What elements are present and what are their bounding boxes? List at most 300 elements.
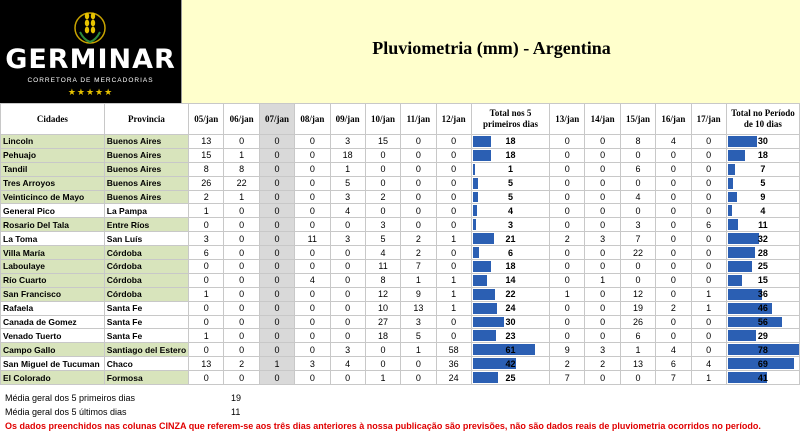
total-5-cell — [471, 135, 549, 149]
rain-cell: 0 — [224, 135, 259, 149]
rain-cell: 0 — [585, 315, 620, 329]
total-value: 42 — [505, 358, 516, 369]
city-cell: Pehuajo — [1, 148, 105, 162]
rain-cell: 1 — [189, 204, 224, 218]
rainfall-table — [0, 103, 800, 385]
rain-cell: 4 — [295, 273, 330, 287]
rain-cell: 0 — [585, 246, 620, 260]
total-value: 18 — [505, 261, 516, 272]
total-5-cell — [471, 287, 549, 301]
wheat-logo-icon — [70, 6, 110, 46]
rain-cell: 18 — [365, 329, 400, 343]
rain-cell: 0 — [259, 301, 294, 315]
rain-cell: 0 — [550, 273, 585, 287]
rain-cell: 5 — [401, 329, 436, 343]
rain-cell: 0 — [436, 260, 471, 274]
total-value: 18 — [757, 150, 768, 161]
rain-cell: 0 — [295, 343, 330, 357]
rain-cell: 1 — [224, 190, 259, 204]
rain-cell: 4 — [656, 343, 691, 357]
rain-cell: 3 — [401, 315, 436, 329]
rain-cell: 0 — [656, 273, 691, 287]
rain-cell: 0 — [550, 260, 585, 274]
rain-cell: 13 — [620, 357, 655, 371]
total-10-cell — [726, 329, 799, 343]
rain-cell: 0 — [550, 246, 585, 260]
rain-cell: 0 — [259, 218, 294, 232]
rain-cell: 0 — [330, 273, 365, 287]
rain-cell: 7 — [656, 371, 691, 385]
rain-cell: 0 — [436, 148, 471, 162]
rain-cell: 0 — [224, 260, 259, 274]
rain-cell: 0 — [401, 218, 436, 232]
rain-cell: 0 — [401, 204, 436, 218]
rain-cell: 0 — [295, 135, 330, 149]
rain-cell: 2 — [401, 232, 436, 246]
rain-cell: 0 — [436, 315, 471, 329]
total-5-cell — [471, 176, 549, 190]
rain-cell: 6 — [620, 162, 655, 176]
rain-cell: 8 — [365, 273, 400, 287]
rain-cell: 0 — [550, 218, 585, 232]
rain-cell: 0 — [691, 232, 726, 246]
total-value: 30 — [505, 317, 516, 328]
table-row — [1, 371, 800, 385]
city-cell: Canada de Gomez — [1, 315, 105, 329]
rain-cell: 0 — [620, 273, 655, 287]
avg-first-label: Média geral dos 5 primeiros dias — [5, 393, 136, 403]
total-10-cell — [726, 190, 799, 204]
total-value: 9 — [760, 192, 766, 202]
total-10-cell — [726, 260, 799, 274]
total-10-cell — [726, 246, 799, 260]
total-value: 5 — [760, 178, 766, 189]
rain-cell: 7 — [550, 371, 585, 385]
rain-cell: 0 — [550, 204, 585, 218]
province-cell: San Luís — [104, 232, 188, 246]
brand-logo — [0, 0, 181, 103]
rain-cell: 0 — [620, 148, 655, 162]
city-cell: Campo Gallo — [1, 343, 105, 357]
avg-last-label: Média geral dos 5 últimos dias — [5, 407, 127, 417]
rain-cell: 0 — [656, 176, 691, 190]
total-10-cell — [726, 204, 799, 218]
table-row — [1, 246, 800, 260]
rain-cell: 1 — [436, 301, 471, 315]
rain-cell: 0 — [295, 329, 330, 343]
total-10-cell — [726, 301, 799, 315]
total-5-cell — [471, 218, 549, 232]
total-value: 32 — [757, 233, 768, 244]
rain-cell: 0 — [330, 218, 365, 232]
rain-cell: 26 — [189, 176, 224, 190]
rain-cell: 1 — [189, 329, 224, 343]
rain-cell: 3 — [365, 218, 400, 232]
rain-cell: 0 — [189, 218, 224, 232]
total-5-cell — [471, 273, 549, 287]
rain-cell: 0 — [620, 204, 655, 218]
total-10-cell — [726, 273, 799, 287]
header-day: 05/jan — [189, 104, 224, 135]
rain-cell: 0 — [224, 246, 259, 260]
rain-cell: 0 — [259, 232, 294, 246]
total-value: 36 — [757, 289, 768, 300]
total-5-cell — [471, 232, 549, 246]
rain-cell: 1 — [550, 287, 585, 301]
rain-cell: 0 — [585, 148, 620, 162]
rain-cell: 0 — [585, 176, 620, 190]
rain-cell: 0 — [656, 190, 691, 204]
city-cell: El Colorado — [1, 371, 105, 385]
rain-cell: 0 — [691, 204, 726, 218]
rain-cell: 0 — [224, 301, 259, 315]
table-row — [1, 176, 800, 190]
rain-cell: 7 — [620, 232, 655, 246]
city-cell: San Miguel de Tucuman — [1, 357, 105, 371]
total-value: 21 — [505, 233, 516, 244]
rain-cell: 0 — [224, 287, 259, 301]
rain-cell: 1 — [401, 273, 436, 287]
rain-cell: 0 — [691, 329, 726, 343]
province-cell: Córdoba — [104, 273, 188, 287]
rain-cell: 0 — [691, 343, 726, 357]
rain-cell: 0 — [656, 329, 691, 343]
rain-cell: 0 — [259, 162, 294, 176]
total-value: 15 — [757, 275, 768, 286]
rain-cell: 0 — [550, 162, 585, 176]
rain-cell: 2 — [656, 301, 691, 315]
header-city: Cidades — [1, 104, 105, 135]
rain-cell: 4 — [620, 190, 655, 204]
rain-cell: 3 — [585, 343, 620, 357]
total-value: 25 — [757, 261, 768, 272]
rain-cell: 0 — [436, 329, 471, 343]
rain-cell: 1 — [259, 357, 294, 371]
total-10-cell — [726, 287, 799, 301]
city-cell: Rafaela — [1, 301, 105, 315]
rain-cell: 0 — [295, 287, 330, 301]
total-5-cell — [471, 204, 549, 218]
rain-cell: 0 — [189, 273, 224, 287]
total-value: 30 — [757, 136, 768, 147]
rain-cell: 36 — [436, 357, 471, 371]
rain-cell: 13 — [189, 135, 224, 149]
rain-cell: 4 — [691, 357, 726, 371]
rain-cell: 3 — [330, 135, 365, 149]
rain-cell: 0 — [189, 260, 224, 274]
total-10-cell — [726, 232, 799, 246]
rain-cell: 0 — [259, 329, 294, 343]
total-value: 61 — [505, 344, 516, 355]
total-value: 46 — [757, 303, 768, 314]
province-cell: Buenos Aires — [104, 176, 188, 190]
rain-cell: 58 — [436, 343, 471, 357]
rain-cell: 0 — [224, 371, 259, 385]
rain-cell: 5 — [365, 232, 400, 246]
total-value: 18 — [505, 150, 516, 161]
avg-last-value: 11 — [231, 407, 241, 417]
total-10-cell — [726, 218, 799, 232]
total-5-cell — [471, 246, 549, 260]
total-value: 56 — [757, 317, 768, 328]
table-row — [1, 218, 800, 232]
rain-cell: 1 — [365, 371, 400, 385]
rain-cell: 0 — [365, 357, 400, 371]
rain-cell: 0 — [224, 218, 259, 232]
total-10-cell — [726, 162, 799, 176]
rain-cell: 0 — [224, 329, 259, 343]
total-value: 18 — [505, 136, 516, 147]
rain-cell: 15 — [189, 148, 224, 162]
city-cell: Villa María — [1, 246, 105, 260]
page-title: Pluviometria (mm) - Argentina — [372, 38, 611, 58]
rain-cell: 0 — [691, 315, 726, 329]
rain-cell: 0 — [224, 343, 259, 357]
rain-cell: 24 — [436, 371, 471, 385]
total-5-cell — [471, 148, 549, 162]
rain-cell: 1 — [691, 287, 726, 301]
total-5-cell — [471, 357, 549, 371]
rain-cell: 2 — [550, 357, 585, 371]
rain-cell: 0 — [656, 246, 691, 260]
province-cell: Santa Fe — [104, 329, 188, 343]
rain-cell: 3 — [330, 190, 365, 204]
province-cell: Santa Fe — [104, 315, 188, 329]
title-banner — [181, 0, 800, 103]
header-total-5: Total nos 5 primeiros dias — [471, 104, 549, 135]
rain-cell: 9 — [401, 287, 436, 301]
rain-cell: 3 — [620, 218, 655, 232]
rain-cell: 5 — [330, 176, 365, 190]
rain-cell: 0 — [656, 287, 691, 301]
rain-cell: 0 — [585, 301, 620, 315]
province-cell: Buenos Aires — [104, 148, 188, 162]
rain-cell: 0 — [656, 162, 691, 176]
total-value: 23 — [505, 330, 516, 341]
rain-cell: 8 — [224, 162, 259, 176]
city-cell: La Toma — [1, 232, 105, 246]
rain-cell: 0 — [330, 260, 365, 274]
rain-cell: 10 — [365, 301, 400, 315]
rain-cell: 0 — [224, 232, 259, 246]
total-5-cell — [471, 301, 549, 315]
rain-cell: 0 — [436, 190, 471, 204]
province-cell: Santa Fe — [104, 301, 188, 315]
total-value: 24 — [505, 303, 516, 314]
total-value: 4 — [760, 205, 766, 216]
table-row — [1, 329, 800, 343]
forecast-note: Os dados preenchidos nas colunas CINZA que referem-se aos três dias anteriores à nossa publicação são previsões, não são dados reais de pluviometria ocorridos no período. — [5, 421, 761, 431]
rain-cell: 27 — [365, 315, 400, 329]
rain-cell: 3 — [585, 232, 620, 246]
rain-cell: 1 — [330, 162, 365, 176]
rain-cell: 22 — [620, 246, 655, 260]
header-day: 17/jan — [691, 104, 726, 135]
total-5-cell — [471, 315, 549, 329]
header-day: 13/jan — [550, 104, 585, 135]
city-cell: Venado Tuerto — [1, 329, 105, 343]
total-value: 3 — [507, 219, 513, 230]
rain-cell: 4 — [330, 204, 365, 218]
rain-cell: 0 — [330, 287, 365, 301]
table-row — [1, 287, 800, 301]
rain-cell: 13 — [401, 301, 436, 315]
header-day: 11/jan — [401, 104, 436, 135]
rain-cell: 0 — [691, 246, 726, 260]
total-value: 28 — [757, 247, 768, 258]
rain-cell: 0 — [550, 148, 585, 162]
rain-cell: 1 — [189, 287, 224, 301]
rain-cell: 3 — [295, 357, 330, 371]
total-value: 22 — [505, 289, 516, 300]
rain-cell: 0 — [295, 371, 330, 385]
header-day: 16/jan — [656, 104, 691, 135]
rain-cell: 1 — [436, 273, 471, 287]
total-value: 14 — [505, 275, 516, 286]
header-day-forecast: 07/jan — [259, 104, 294, 135]
total-5-cell — [471, 190, 549, 204]
rain-cell: 0 — [295, 315, 330, 329]
province-cell: Córdoba — [104, 246, 188, 260]
rain-cell: 0 — [656, 232, 691, 246]
rain-cell: 22 — [224, 176, 259, 190]
header-day: 09/jan — [330, 104, 365, 135]
rain-cell: 0 — [259, 260, 294, 274]
total-10-cell — [726, 357, 799, 371]
rain-cell: 0 — [365, 162, 400, 176]
city-cell: Veinticinco de Mayo — [1, 190, 105, 204]
rain-cell: 1 — [401, 343, 436, 357]
total-value: 1 — [507, 164, 513, 175]
total-value: 78 — [757, 344, 768, 355]
rain-cell: 0 — [691, 273, 726, 287]
rain-cell: 0 — [259, 190, 294, 204]
rain-cell: 0 — [330, 371, 365, 385]
rain-cell: 0 — [550, 190, 585, 204]
rain-cell: 4 — [656, 135, 691, 149]
province-cell: Córdoba — [104, 287, 188, 301]
city-cell: Tres Arroyos — [1, 176, 105, 190]
rain-cell: 0 — [401, 357, 436, 371]
rain-cell: 0 — [224, 204, 259, 218]
rain-cell: 0 — [330, 301, 365, 315]
city-cell: Laboulaye — [1, 260, 105, 274]
rain-cell: 1 — [224, 148, 259, 162]
rain-cell: 0 — [224, 273, 259, 287]
table-row — [1, 260, 800, 274]
rain-cell: 0 — [365, 343, 400, 357]
rain-cell: 6 — [620, 329, 655, 343]
rain-cell: 0 — [436, 162, 471, 176]
total-10-cell — [726, 343, 799, 357]
rain-cell: 0 — [330, 329, 365, 343]
rain-cell: 0 — [656, 148, 691, 162]
rain-cell: 0 — [401, 176, 436, 190]
rain-cell: 2 — [365, 190, 400, 204]
rain-cell: 6 — [656, 357, 691, 371]
rain-cell: 0 — [330, 315, 365, 329]
rain-cell: 0 — [365, 148, 400, 162]
rain-cell: 0 — [436, 204, 471, 218]
rain-cell: 0 — [295, 204, 330, 218]
rain-cell: 1 — [691, 301, 726, 315]
rain-cell: 15 — [365, 135, 400, 149]
table-row — [1, 301, 800, 315]
header-total-10: Total no Período de 10 dias — [726, 104, 799, 135]
rain-cell: 0 — [330, 246, 365, 260]
rain-cell: 0 — [295, 148, 330, 162]
rain-cell: 0 — [585, 218, 620, 232]
rain-cell: 0 — [585, 135, 620, 149]
header-day: 06/jan — [224, 104, 259, 135]
table-row — [1, 232, 800, 246]
rain-cell: 0 — [365, 204, 400, 218]
province-cell: Formosa — [104, 371, 188, 385]
total-value: 6 — [507, 247, 513, 258]
rain-cell: 0 — [656, 218, 691, 232]
city-cell: Lincoln — [1, 135, 105, 149]
total-value: 25 — [505, 372, 516, 383]
province-cell: Buenos Aires — [104, 135, 188, 149]
total-5-cell — [471, 162, 549, 176]
rain-cell: 11 — [365, 260, 400, 274]
rain-cell: 2 — [224, 357, 259, 371]
rain-cell: 7 — [401, 260, 436, 274]
city-cell: Río Cuarto — [1, 273, 105, 287]
table-row — [1, 190, 800, 204]
table-row — [1, 357, 800, 371]
rain-cell: 0 — [620, 371, 655, 385]
province-cell: Buenos Aires — [104, 162, 188, 176]
rain-cell: 3 — [330, 343, 365, 357]
province-cell: La Pampa — [104, 204, 188, 218]
rain-cell: 26 — [620, 315, 655, 329]
rain-cell: 0 — [189, 343, 224, 357]
rain-cell: 0 — [259, 176, 294, 190]
city-cell: Tandil — [1, 162, 105, 176]
rain-cell: 0 — [656, 204, 691, 218]
rain-cell: 1 — [691, 371, 726, 385]
total-10-cell — [726, 135, 799, 149]
rain-cell: 0 — [585, 260, 620, 274]
province-cell: Chaco — [104, 357, 188, 371]
rain-cell: 13 — [189, 357, 224, 371]
rain-cell: 0 — [295, 218, 330, 232]
rain-cell: 2 — [189, 190, 224, 204]
rain-cell: 0 — [585, 162, 620, 176]
header-day: 14/jan — [585, 104, 620, 135]
rain-cell: 0 — [585, 204, 620, 218]
rain-cell: 0 — [189, 301, 224, 315]
rain-cell: 8 — [189, 162, 224, 176]
rain-cell: 0 — [259, 273, 294, 287]
table-row — [1, 148, 800, 162]
rain-cell: 0 — [691, 190, 726, 204]
rain-cell: 1 — [620, 343, 655, 357]
rain-cell: 9 — [550, 343, 585, 357]
rain-cell: 0 — [295, 190, 330, 204]
rain-cell: 1 — [436, 232, 471, 246]
rain-cell: 0 — [585, 371, 620, 385]
rain-cell: 0 — [691, 135, 726, 149]
rain-cell: 0 — [550, 135, 585, 149]
rain-cell: 0 — [691, 162, 726, 176]
rain-cell: 0 — [436, 246, 471, 260]
rain-cell: 1 — [436, 287, 471, 301]
rain-cell: 0 — [259, 135, 294, 149]
header-row — [1, 104, 800, 135]
rain-cell: 12 — [620, 287, 655, 301]
